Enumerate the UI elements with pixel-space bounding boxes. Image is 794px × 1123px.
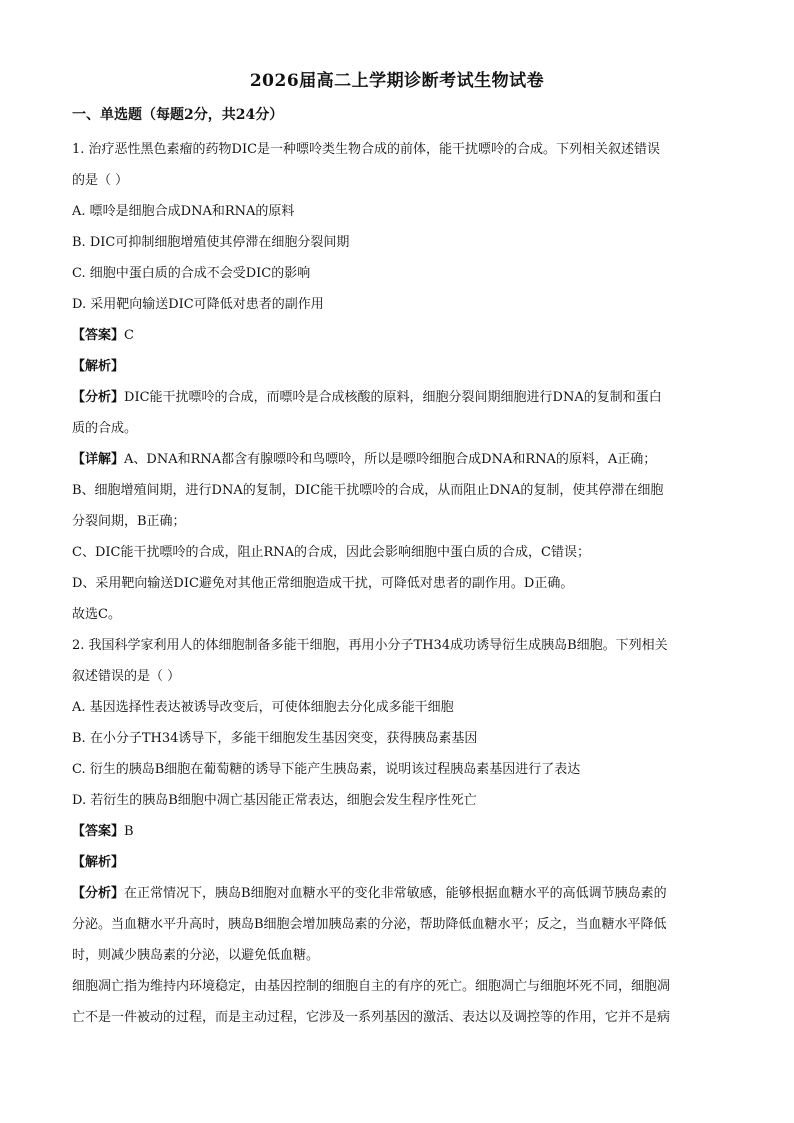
fenxi-tag: 【分析】 [72, 886, 125, 901]
q2-option-b: B. 在小分子TH34诱导下，多能干细胞发生基因突变，获得胰岛素基因 [72, 731, 478, 746]
q2-para-line2: 亡不是一件被动的过程，而是主动过程，它涉及一系列基因的激活、表达以及调控等的作用，它并不是病 [72, 1010, 671, 1025]
q2-option-a: A. 基因选择性表达被诱导改变后，可使体细胞去分化成多能干细胞 [72, 700, 454, 715]
q1-xiangjie-line1 [72, 444, 722, 475]
q2-fenxi-line1 [72, 878, 722, 909]
q1-xiangjie-line2: B、细胞增殖间期，进行DNA的复制，DIC能干扰嘌呤的合成，从而阻止DNA的复制，使其停滞在细胞 [72, 483, 664, 498]
q1-option-a: A. 嘌呤是细胞合成DNA和RNA的原料 [72, 204, 295, 219]
q2-option-d: D. 若衍生的胰岛B细胞中凋亡基因能正常表达，细胞会发生程序性死亡 [72, 793, 477, 808]
q2-stem-line2: 叙述错误的是（ ） [72, 669, 181, 684]
q2-stem-line1: 2. 我国科学家利用人的体细胞制备多能干细胞，再用小分子TH34成功诱导衍生成胰岛B细胞。下列相关 [72, 638, 668, 653]
q1-fenxi-line2: 质的合成。 [72, 421, 138, 436]
q1-xiangjie-line5: D、采用靶向输送DIC避免对其他正常细胞造成干扰，可降低对患者的副作用。D正确。 [72, 576, 574, 591]
document-body [72, 134, 722, 1033]
q2-fenxi-line3: 时，则减少胰岛素的分泌，以避免低血糖。 [72, 948, 320, 963]
q1-xiangjie-line4: C、DIC能干扰嘌呤的合成，阻止RNA的合成，因此会影响细胞中蛋白质的合成，C错误； [72, 545, 590, 560]
q2-analysis-heading [72, 847, 722, 878]
q1-stem-line2: 的是（ ） [72, 173, 129, 188]
q2-para-line1: 细胞凋亡指为维持内环境稳定，由基因控制的细胞自主的有序的死亡。细胞凋亡与细胞坏死不同，细胞凋 [72, 979, 671, 994]
answer-tag: 【答案】 [72, 824, 125, 839]
answer-tag: 【答案】 [72, 328, 125, 343]
exam-title: 2026届高二上学期诊断考试生物试卷 [249, 71, 545, 91]
q1-conclusion: 故选C。 [72, 607, 121, 622]
q2-option-c: C. 衍生的胰岛B细胞在葡萄糖的诱导下能产生胰岛素，说明该过程胰岛素基因进行了表达 [72, 762, 581, 777]
analysis-tag: 【解析】 [72, 855, 125, 870]
fenxi-text: 在正常情况下，胰岛B细胞对血糖水平的变化非常敏感，能够根据血糖水平的高低调节胰岛素的 [124, 886, 667, 901]
xiangjie-tag: 【详解】 [72, 452, 125, 467]
xiangjie-text: A、DNA和RNA都含有腺嘌呤和鸟嘌呤，所以是嘌呤细胞合成DNA和RNA的原料，A正确； [124, 452, 657, 467]
fenxi-text: DIC能干扰嘌呤的合成，而嘌呤是合成核酸的原料，细胞分裂间期细胞进行DNA的复制和蛋白 [124, 390, 662, 405]
q1-fenxi-line1 [72, 382, 722, 413]
q1-option-d: D. 采用靶向输送DIC可降低对患者的副作用 [72, 297, 324, 312]
q2-answer [72, 816, 722, 847]
answer-value: C [124, 328, 134, 343]
fenxi-tag: 【分析】 [72, 390, 125, 405]
q1-stem-line1: 1. 治疗恶性黑色素瘤的药物DIC是一种嘌呤类生物合成的前体，能干扰嘌呤的合成。下列相关叙述错误 [72, 142, 661, 157]
q1-analysis-heading [72, 351, 722, 382]
q1-option-c: C. 细胞中蛋白质的合成不会受DIC的影响 [72, 266, 311, 281]
q1-option-b: B. DIC可抑制细胞增殖使其停滞在细胞分裂间期 [72, 235, 350, 250]
section-heading: 一、单选题（每题2分，共24分） [72, 107, 284, 123]
analysis-tag: 【解析】 [72, 359, 125, 374]
answer-value: B [124, 824, 134, 839]
q1-xiangjie-line3: 分裂间期，B正确； [72, 514, 186, 529]
q1-answer [72, 320, 722, 351]
q2-fenxi-line2: 分泌。当血糖水平升高时，胰岛B细胞会增加胰岛素的分泌，帮助降低血糖水平；反之，当血糖水平降低 [72, 917, 667, 932]
